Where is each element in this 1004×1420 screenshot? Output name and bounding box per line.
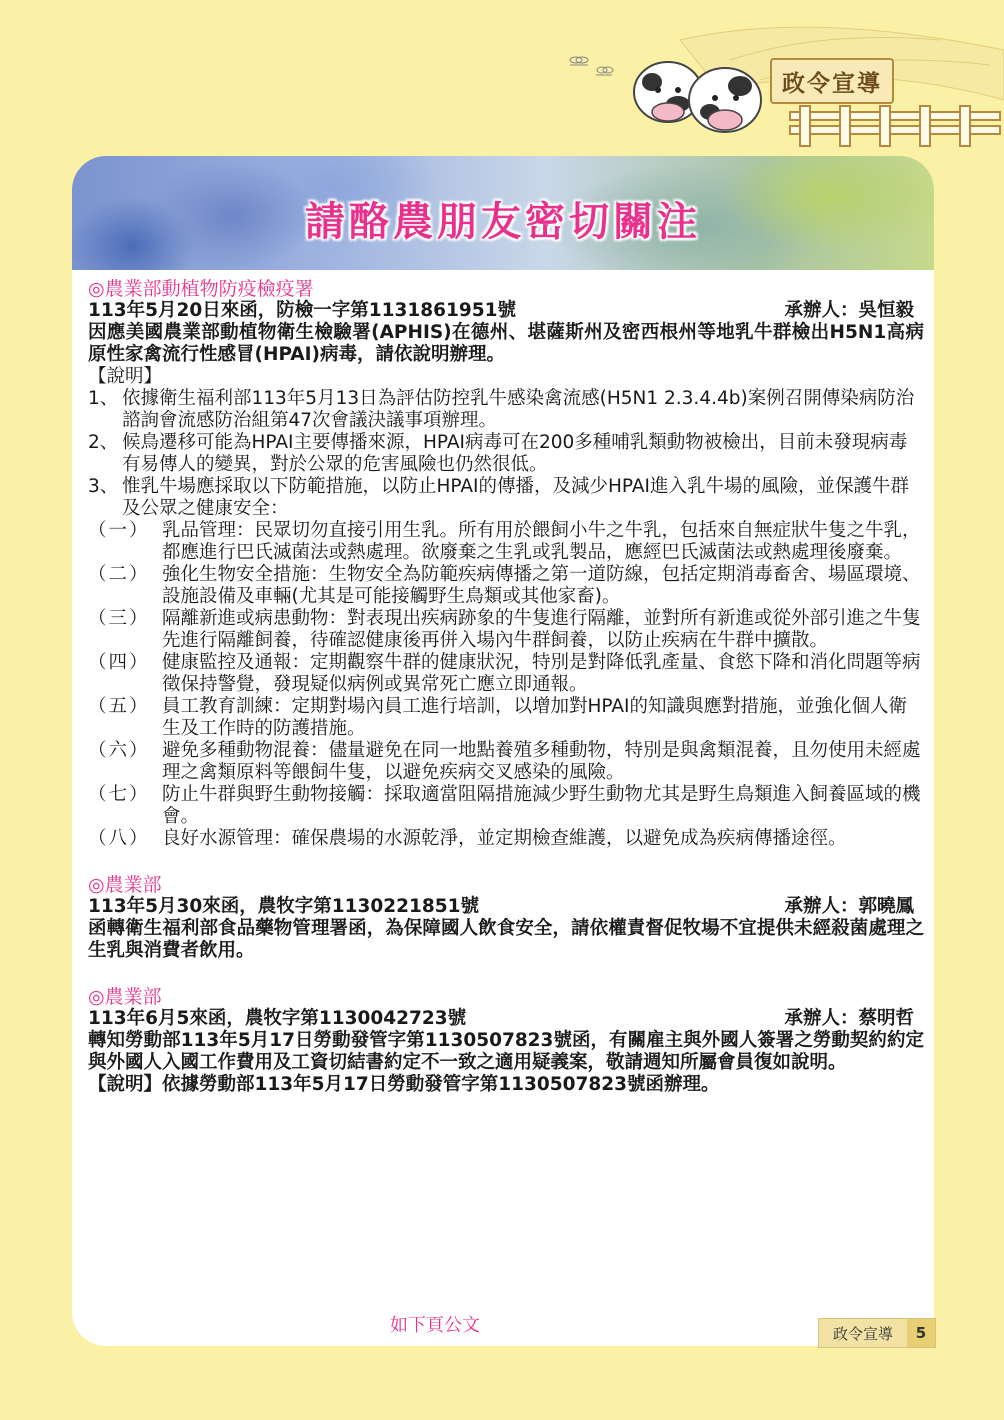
section-1-explain-label: 【說明】 [88,366,163,387]
sub-item-text: 乳品管理：民眾切勿直接引用生乳。所有用於餵飼小牛之牛乳，包括來自無症狀牛隻之牛乳，都應進行巴氏滅菌法或熱處理。欲廢棄之生乳或乳製品，應經巴氏滅菌法或熱處理後廢棄。 [162,520,921,563]
section-1-handler: 承辦人：吳恒毅 [784,300,914,321]
page-footer-tab [818,1318,936,1348]
sub-list-item [88,784,924,828]
banner-title: 請酪農朋友密切關注 [305,199,701,245]
section-tag: 政令宣導 [770,58,894,104]
sub-item-number: （二） [88,564,150,585]
section-2-header [88,896,924,918]
section-3-handler: 承辦人：蔡明哲 [784,1008,914,1029]
section-3-explain: 【說明】依據勞動部113年5月17日勞動發管字第1130507823號函辦理。 [88,1074,720,1095]
sub-item-text: 強化生物安全措施：生物安全為防範疾病傳播之第一道防線，包括定期消毒畜舍、場區環境、設施設備及車輛(尤其是可能接觸野生鳥類或其他家畜)。 [162,564,921,607]
section-3-title: ◎農業部 [88,986,162,1008]
sub-item-number: （八） [88,828,150,849]
sub-item-number: （一） [88,520,150,541]
section-2-handler: 承辦人：郭曉鳳 [784,896,914,917]
sub-item-text: 避免多種動物混養：儘量避免在同一地點養殖多種動物，特別是與禽類混養，且勿使用未經處理之禽類原料等餵飼牛隻，以避免疾病交叉感染的風險。 [162,740,921,783]
section-1-intro: 因應美國農業部動植物衛生檢驗署(APHIS)在德州、堪薩斯州及密西根州等地乳牛群檢出H5N1高病原性家禽流行性感冒(HPAI)病毒，請依說明辦理。 [88,322,924,365]
section-3-ref: 113年6月5來函，農牧字第1130042723號 [88,1008,467,1029]
sub-item-number: （四） [88,652,150,673]
sub-item-number: （七） [88,784,150,805]
item-number: 1、 [88,388,119,409]
section-3-header [88,1008,924,1030]
content-card [72,156,934,1346]
fence-icon [790,106,1000,146]
sub-item-text: 良好水源管理：確保農場的水源乾淨，並定期檢查維護，以避免成為疾病傳播途徑。 [162,828,847,849]
sub-list-item [88,696,924,740]
sub-list-item [88,520,924,564]
cow-icon [689,68,761,132]
sub-list-item [88,564,924,608]
sub-item-text: 員工教育訓練：定期對場內員工進行培訓，以增加對HPAI的知識與應對措施，並強化個人衛生及工作時的防護措施。 [162,696,907,739]
sub-item-text: 健康監控及通報：定期觀察牛群的健康狀況，特別是對降低乳產量、食慾下降和消化問題等病徵保持警覺，發現疑似病例或異常死亡應立即通報。 [162,652,921,695]
sub-item-number: （五） [88,696,150,717]
sub-list-item [88,740,924,784]
dragonfly-icon [570,57,613,75]
list-item [88,476,924,520]
item-number: 3、 [88,476,119,497]
item-text: 惟乳牛場應採取以下防範措施，以防止HPAI的傳播，及減少HPAI進入乳牛場的風險，並保護牛群及公眾之健康安全： [122,476,909,519]
footer-section-label: 政令宣導 [832,1324,893,1343]
section-2-title: ◎農業部 [88,874,162,896]
section-1-title: ◎農業部動植物防疫檢疫署 [88,278,314,300]
page-number: 5 [907,1319,935,1347]
section-2-ref: 113年5月30來函，農牧字第1130221851號 [88,896,479,917]
item-text: 候鳥遷移可能為HPAI主要傳播來源，HPAI病毒可在200多種哺乳類動物被檢出，目前未發現病毒有易傳人的變異，對於公眾的危害風險也仍然很低。 [122,432,908,475]
list-item [88,388,924,432]
sub-list-item [88,652,924,696]
sub-item-number: （三） [88,608,150,629]
section-2-body: 函轉衛生福利部食品藥物管理署函，為保障國人飲食安全，請依權責督促牧場不宜提供未經殺菌處理之生乳與消費者飲用。 [88,918,924,961]
section-1-header [88,300,924,322]
sub-list-item [88,828,924,850]
article-body [88,278,924,1096]
section-3-body: 轉知勞動部113年5月17日勞動發管字第1130507823號函，有關雇主與外國人簽署之勞動契約約定與外國人入國工作費用及工資切結書約定不一致之適用疑義案，敬請週知所屬會員復如說明。 [88,1030,924,1073]
item-text: 依據衛生福利部113年5月13日為評估防控乳牛感染禽流感(H5N1 2.3.4.4b)案例召開傳染病防治諮詢會流感防治組第47次會議決議事項辦理。 [122,388,915,431]
next-page-note: 如下頁公文 [390,1315,480,1336]
hydrangea-banner [72,156,934,270]
sub-item-text: 防止牛群與野生動物接觸：採取適當阻隔措施減少野生動物尤其是野生鳥類進入飼養區域的機會。 [162,784,921,827]
list-item [88,432,924,476]
sub-item-number: （六） [88,740,150,761]
sub-item-text: 隔離新進或病患動物：對表現出疾病跡象的牛隻進行隔離，並對所有新進或從外部引進之牛隻先進行隔離飼養，待確認健康後再併入場內牛群飼養，以防止疾病在牛群中擴散。 [162,608,921,651]
sub-list-item [88,608,924,652]
item-number: 2、 [88,432,119,453]
section-1-ref: 113年5月20日來函，防檢一字第1131861951號 [88,300,516,321]
